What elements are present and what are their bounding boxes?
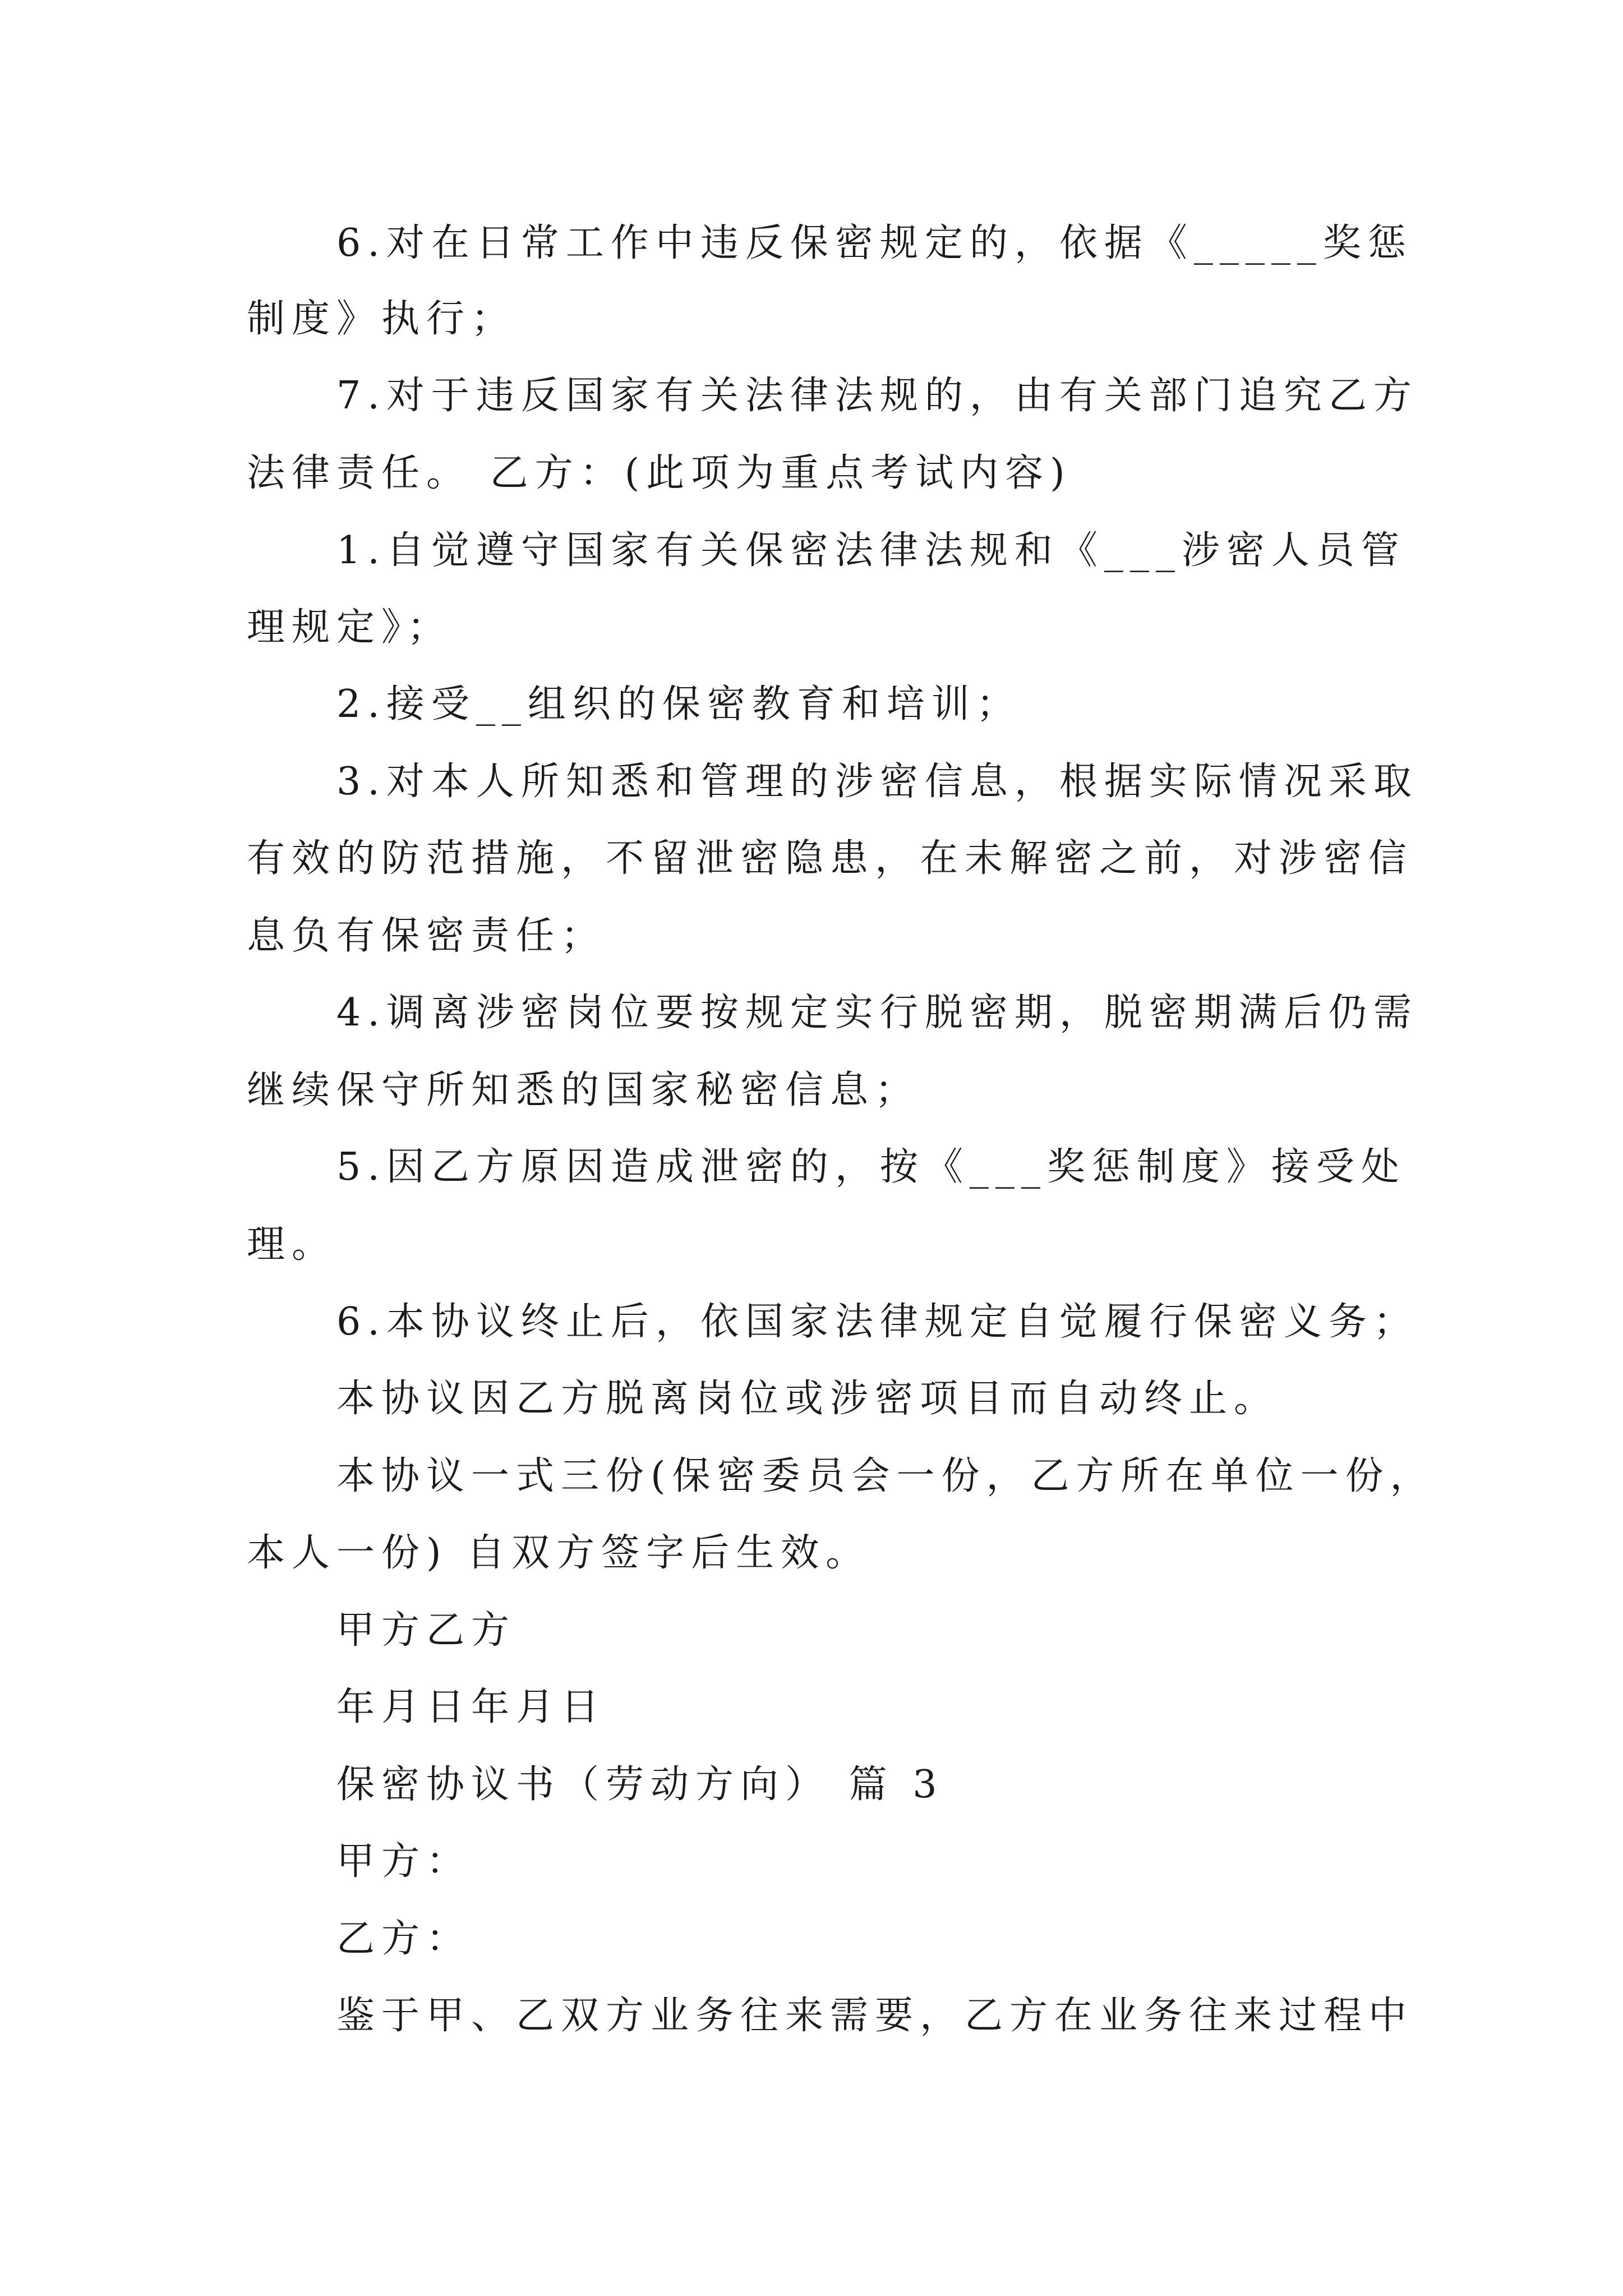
text-line-8: 3.对本人所知悉和管理的涉密信息，根据实际情况采取	[336, 760, 1418, 804]
text-line-6: 理规定》；	[247, 605, 453, 650]
text-line-16: 本协议因乙方脱离岗位或涉密项目而自动终止。	[336, 1377, 1279, 1421]
section-heading: 保密协议书（劳动方向） 篇 3	[336, 1763, 944, 1807]
text-line-19: 甲方乙方	[336, 1608, 517, 1653]
text-line-4: 法律责任。 乙方：(此项为重点考试内容)	[247, 451, 1072, 495]
text-line-9: 有效的防范措施，不留泄密隐患，在未解密之前，对涉密信	[247, 836, 1414, 881]
text-line-24: 鉴于甲、乙双方业务往来需要，乙方在业务往来过程中	[336, 1994, 1414, 2038]
text-line-18: 本人一份) 自双方签字后生效。	[247, 1531, 871, 1575]
text-line-14: 理。	[247, 1222, 337, 1267]
text-line-2: 制度》执行；	[247, 297, 517, 341]
party-a-line: 甲方：	[336, 1839, 472, 1884]
text-line-12: 继续保守所知悉的国家秘密信息；	[247, 1068, 920, 1112]
text-line-3: 7.对于违反国家有关法律法规的，由有关部门追究乙方	[336, 374, 1418, 418]
text-line-13: 5.因乙方原因造成泄密的，按《___奖惩制度》接受处	[336, 1145, 1406, 1189]
text-line-20: 年月日年月日	[336, 1685, 606, 1729]
text-line-17: 本协议一式三份(保密委员会一份，乙方所在单位一份，	[336, 1454, 1435, 1498]
party-b-line: 乙方：	[336, 1917, 472, 1961]
text-line-11: 4.调离涉密岗位要按规定实行脱密期，脱密期满后仍需	[336, 991, 1418, 1035]
text-line-10: 息负有保密责任；	[247, 914, 606, 958]
text-line-7: 2.接受__组织的保密教育和培训；	[336, 682, 1021, 726]
text-line-1: 6.对在日常工作中违反保密规定的，依据《_____奖惩	[336, 221, 1413, 265]
text-line-5: 1.自觉遵守国家有关保密法律法规和《___涉密人员管	[336, 528, 1406, 573]
text-line-15: 6.本协议终止后，依国家法律规定自觉履行保密义务；	[336, 1300, 1418, 1344]
